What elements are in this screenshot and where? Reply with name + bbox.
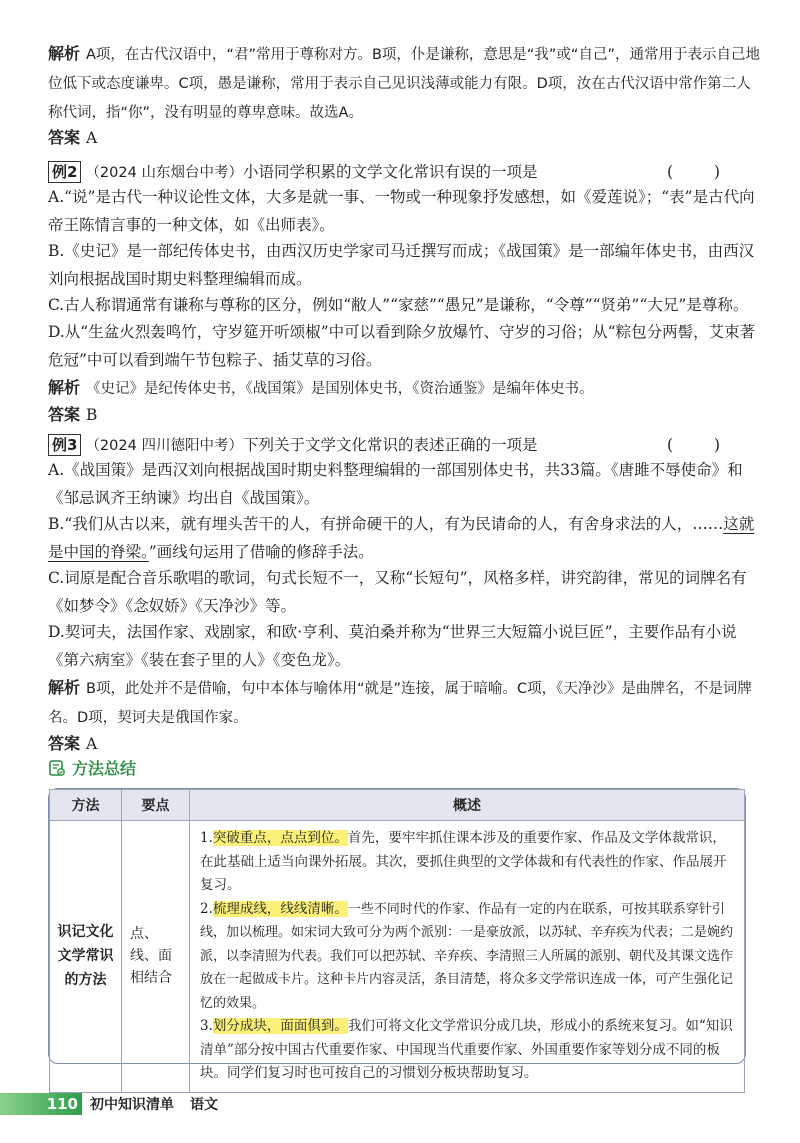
overview-cell [190, 821, 745, 1093]
item-text: 一些不同时代的作家、作品有一定的内在联系，可按其联系穿针引线，加以梳理。如宋词大致可分为两个派别：一是豪放派，以苏轼、辛弃疾为代表；二是婉约派，以李清照为代表。我们可以把苏轼、辛弃疾、李清照三人所属的派别、朝代及其课文选作放在一起做成卡片。这种卡片内容灵活，条目清楚，将众多文学常识连成一体，可产生强化记忆的效果。 [200, 901, 734, 1011]
example2-tag: 例2 [48, 161, 81, 183]
item-number: 1. [200, 830, 213, 846]
table-row [50, 821, 745, 1093]
answer-label: 答案 [48, 128, 81, 147]
top-answer [48, 124, 760, 152]
example2-question-text: 小语同学积累的文学文化常识有误的一项是 [242, 163, 538, 181]
answer-label: 答案 [48, 405, 81, 424]
example2-option-a: A.“说”是古代一种议论性文体，大多是就一事、一物或一种现象抒发感想，如《爱莲说》；“表”是古代向帝王陈情言事的一种文体，如《出师表》。 [48, 188, 755, 234]
example2-answer-paren: ( ) [666, 163, 738, 181]
example2-option-b: B.《史记》是一部纪传体史书，由西汉历史学家司马迁撰写而成；《战国策》是一部编年体史书，由西汉刘向根据战国时期史料整理编辑而成。 [48, 242, 755, 288]
item-number: 3. [200, 1018, 213, 1034]
item-text: 首先，要牢牢抓住课本涉及的重要作家、作品及文学体裁常识，在此基础上适当向课外拓展。其次，要抓住典型的文学体裁和有代表性的作家、作品展开复习。 [200, 830, 727, 893]
analysis-label: 解析 [48, 678, 81, 697]
example2-answer [48, 401, 760, 429]
example3-option-c: C.词原是配合音乐歌唱的歌词，句式长短不一，又称“长短句”，风格多样，讲究韵律，常见的词牌名有《如梦令》《念奴娇》《天净沙》等。 [48, 569, 747, 615]
method-name-cell: 识记文化文学常识的方法 [50, 821, 122, 1093]
highlight-phrase: 梳理成线，线线清晰。 [212, 900, 348, 917]
header-method: 方法 [50, 790, 122, 821]
example2-option-c: C.古人称谓通常有谦称与尊称的区分，例如“敝人”“家慈”“愚兄”是谦称，“令尊”“贤弟”“大兄”是尊称。 [48, 296, 749, 314]
example3-option-d: D.契诃夫，法国作家、戏剧家，和欧·亨利、莫泊桑并称为“世界三大短篇小说巨匠”，主要作品有小说《第六病室》《装在套子里的人》《变色龙》。 [48, 623, 737, 669]
overview-item [200, 827, 734, 898]
overview-item [200, 898, 734, 1016]
example3-option-b [48, 510, 760, 566]
example3-answer [48, 730, 760, 758]
notebook-icon [48, 759, 66, 777]
method-summary-heading [48, 756, 136, 779]
analysis-text: 《史记》是纪传体史书，《战国策》是国别体史书，《资治通鉴》是编年体史书。 [86, 381, 594, 397]
analysis-label: 解析 [48, 378, 81, 397]
example3-option-a: A.《战国策》是西汉刘向根据战国时期史料整理编辑的一部国别体史书，共33篇。《唐雎不辱使命》和《邹忌讽齐王纳谏》均出自《战国策》。 [48, 461, 743, 507]
answer-value: A [86, 735, 98, 753]
item-number: 2. [200, 900, 213, 917]
answer-value: A [86, 129, 98, 147]
example2-option-d: D.从“生盆火烈轰鸣竹，守岁筵开听颂椒”中可以看到除夕放爆竹、守岁的习俗；从“粽包分两髻，艾束著危冠”中可以看到端午节包粽子、插艾草的习俗。 [48, 323, 756, 369]
subject-label: 语文 [190, 1097, 218, 1113]
item-text: 我们可将文化文学常识分成几块，形成小的系统来复习。如“知识清单”部分按中国古代重要作家、中国现当代重要作家、外国重要作家等划分成不同的板块。同学们复习时也可按自己的习惯划分板块帮助复习。 [200, 1018, 733, 1081]
page-number-badge [0, 1093, 82, 1115]
method-summary-title: 方法总结 [72, 759, 137, 778]
highlight-phrase: 突破重点，点点到位。 [212, 830, 348, 846]
page-number: 110 [46, 1095, 78, 1113]
example3-source: （2024 四川德阳中考） [85, 438, 243, 454]
example3-question-text: 下列关于文学文化常识的表述正确的一项是 [242, 436, 538, 454]
analysis-label: 解析 [48, 44, 81, 63]
example2-source: （2024 山东烟台中考） [85, 165, 243, 181]
answer-value: B [86, 406, 98, 424]
example2-analysis [48, 374, 760, 403]
table-header-row [50, 790, 745, 821]
page-footer [0, 1093, 800, 1115]
option-b-text: B.“我们从古以来，就有埋头苦干的人，有拼命硬干的人，有为民请命的人，有舍身求法的人，…… [48, 515, 724, 533]
key-point-cell: 点、线、面相结合 [122, 821, 190, 1093]
option-b-text-end: ”画线句运用了借喻的修辞手法。 [148, 543, 374, 561]
header-key-point: 要点 [122, 790, 190, 821]
underlined-sentence: 这就是中国的脊梁。 [48, 515, 755, 561]
header-overview: 概述 [190, 790, 745, 821]
analysis-text: B项，此处并不是借喻，句中本体与喻体用“就是”连接，属于暗喻。C项，《天净沙》是曲牌名，不是词牌名。D项，契诃夫是俄国作家。 [48, 681, 752, 726]
example3-analysis [48, 674, 760, 732]
example3-answer-paren: ( ) [666, 436, 738, 454]
example3-tag: 例3 [48, 434, 81, 456]
answer-label: 答案 [48, 734, 81, 753]
overview-item [200, 1015, 734, 1086]
book-title: 初中知识清单 [90, 1097, 174, 1113]
highlight-phrase: 划分成块，面面俱到。 [212, 1018, 348, 1034]
analysis-text: A项，在古代汉语中，“君”常用于尊称对方。B项，仆是谦称，意思是“我”或“自己”，通常用于表示自己地位低下或态度谦卑。C项，愚是谦称，常用于表示自己见识浅薄或能力有限。D项，汝在古代汉语中常作第二人称代词，指“你”，没有明显的尊卑意味。故选A。 [48, 47, 760, 121]
method-table [48, 788, 746, 1081]
top-analysis [48, 40, 760, 127]
